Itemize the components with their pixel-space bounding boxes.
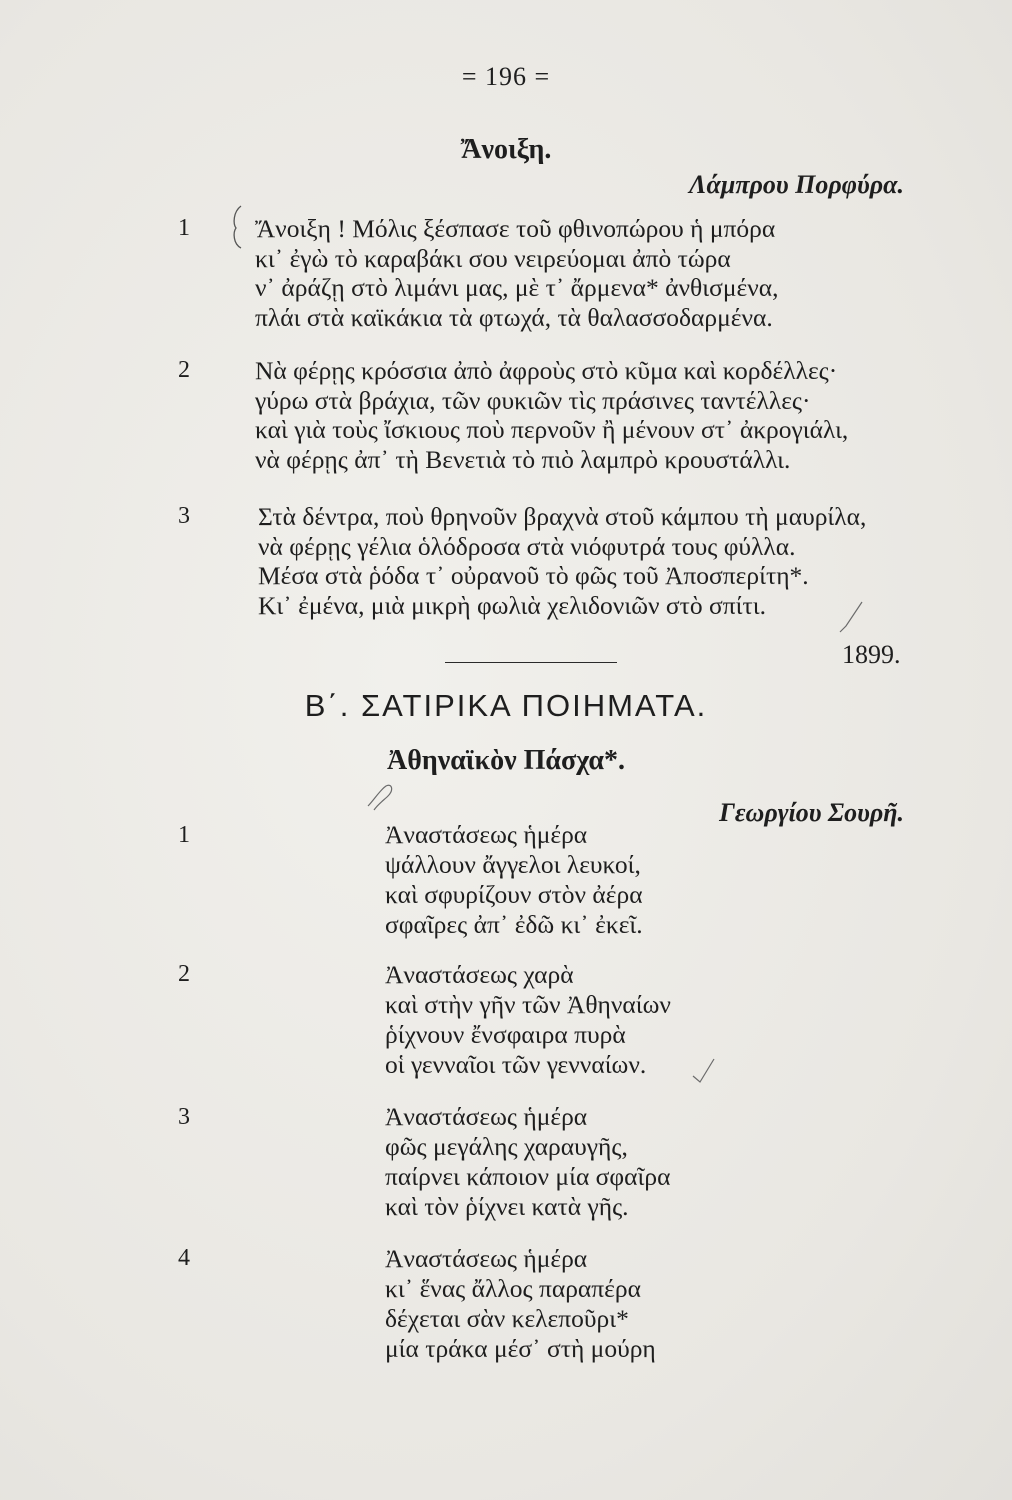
margin-bracket-mark: [230, 204, 244, 250]
verse-line: κι᾿ ἐγὼ τὸ καραβάκι σου νειρεύομαι ἀπὸ τώρα: [255, 243, 731, 273]
verse-line: παίρνει κάποιον μία σφαῖρα: [385, 1162, 671, 1191]
stanza-3: [258, 502, 866, 620]
stanza-1: [385, 820, 643, 940]
verse-line: Νὰ φέρῃς κρόσσια ἀπὸ ἀφροὺς στὸ κῦμα καὶ κορδέλλες·: [255, 356, 838, 385]
stanza-number: 2: [178, 961, 190, 987]
poem-title-athinaikon-pascha: Ἀθηναϊκὸν Πάσχα*.: [387, 745, 625, 776]
verse-line: μία τράκα μέσ᾿ στὴ μούρη: [385, 1334, 656, 1363]
stanza-3: [385, 1102, 670, 1222]
verse-line: πλάι στὰ καϊκάκια τὰ φτωχά, τὰ θαλασσοδαρμένα.: [255, 302, 773, 332]
verse-line: φῶς μεγάλης χαραυγῆς,: [385, 1132, 628, 1161]
verse-line: Ἀναστάσεως ἡμέρα: [385, 1102, 588, 1131]
verse-line: σφαῖρες ἀπ᾿ ἐδῶ κι᾿ ἐκεῖ.: [385, 910, 643, 939]
stanza-number: 3: [178, 1104, 190, 1130]
verse-line: Ἀναστάσεως χαρὰ: [385, 960, 574, 989]
page-number: = 196 =: [461, 62, 551, 91]
verse-line: Μέσα στὰ ῥόδα τ᾿ οὐρανοῦ τὸ φῶς τοῦ Ἀποσπερίτη*.: [258, 561, 809, 590]
verse-line: ν᾿ ἀράζῃ στὸ λιμάνι μας, μὲ τ᾿ ἄρμενα* ἀνθισμένα,: [255, 273, 779, 302]
stanza-number: 1: [178, 822, 190, 848]
stanza-number: 2: [178, 357, 190, 383]
poem-date: 1899.: [842, 640, 901, 669]
verse-line: Ἄνοιξη ! Μόλις ξέσπασε τοῦ φθινοπώρου ἡ μπόρα: [255, 214, 776, 243]
verse-line: καὶ γιὰ τοὺς ἴσκιους ποὺ περνοῦν ἢ μένουν στ᾿ ἀκρογιάλι,: [255, 415, 849, 444]
section-divider: [445, 662, 617, 663]
verse-line: γύρω στὰ βράχια, τῶν φυκιῶν τὶς πράσινες ταντέλλες·: [255, 385, 811, 415]
verse-line: Ἀναστάσεως ἡμέρα: [385, 1244, 588, 1273]
pencil-check-mark: [690, 1056, 718, 1086]
verse-line: Ἀναστάσεως ἡμέρα: [385, 820, 588, 849]
verse-line: Κι᾿ ἐμένα, μιὰ μικρὴ φωλιὰ χελιδονιῶν στὸ σπίτι.: [258, 590, 766, 620]
verse-line: οἱ γενναῖοι τῶν γενναίων.: [385, 1050, 647, 1079]
verse-line: καὶ σφυρίζουν στὸν ἀέρα: [385, 880, 643, 909]
pencil-check-mark: [836, 598, 866, 638]
stanza-2: [385, 960, 671, 1080]
verse-line: νὰ φέρῃς γέλια ὁλόδροσα στὰ νιόφυτρά τους φύλλα.: [258, 531, 796, 561]
stanza-number: 4: [178, 1245, 190, 1271]
poem-title-anoixi: Ἄνοιξη.: [460, 134, 552, 165]
section-heading: Β΄. ΣΑΤΙΡΙΚΑ ΠΟΙΗΜΑΤΑ.: [304, 688, 708, 723]
stanza-1: [255, 214, 779, 332]
pencil-loop-mark: [364, 780, 398, 814]
verse-line: ψάλλουν ἄγγελοι λευκοί,: [385, 850, 641, 879]
verse-line: κι᾿ ἕνας ἄλλος παραπέρα: [385, 1274, 641, 1303]
verse-line: καὶ στὴν γῆν τῶν Ἀθηναίων: [385, 990, 671, 1019]
stanza-4: [385, 1244, 656, 1364]
poem-author-porfyras: Λάμπρου Πορφύρα.: [689, 170, 904, 199]
verse-line: ῥίχνουν ἔνσφαιρα πυρὰ: [385, 1020, 626, 1049]
stanza-2: [255, 356, 848, 474]
poem-author-souris: Γεωργίου Σουρῆ.: [719, 798, 904, 827]
verse-line: νὰ φέρῃς ἀπ᾿ τὴ Βενετιὰ τὸ πιὸ λαμπρὸ κρουστάλλι.: [255, 444, 791, 474]
verse-line: Στὰ δέντρα, ποὺ θρηνοῦν βραχνὰ στοῦ κάμπου τὴ μαυρίλα,: [258, 502, 867, 531]
stanza-number: 3: [178, 503, 190, 529]
verse-line: δέχεται σὰν κελεποῦρι*: [385, 1304, 629, 1333]
verse-line: καὶ τὸν ῥίχνει κατὰ γῆς.: [385, 1192, 629, 1221]
stanza-number: 1: [178, 215, 190, 241]
